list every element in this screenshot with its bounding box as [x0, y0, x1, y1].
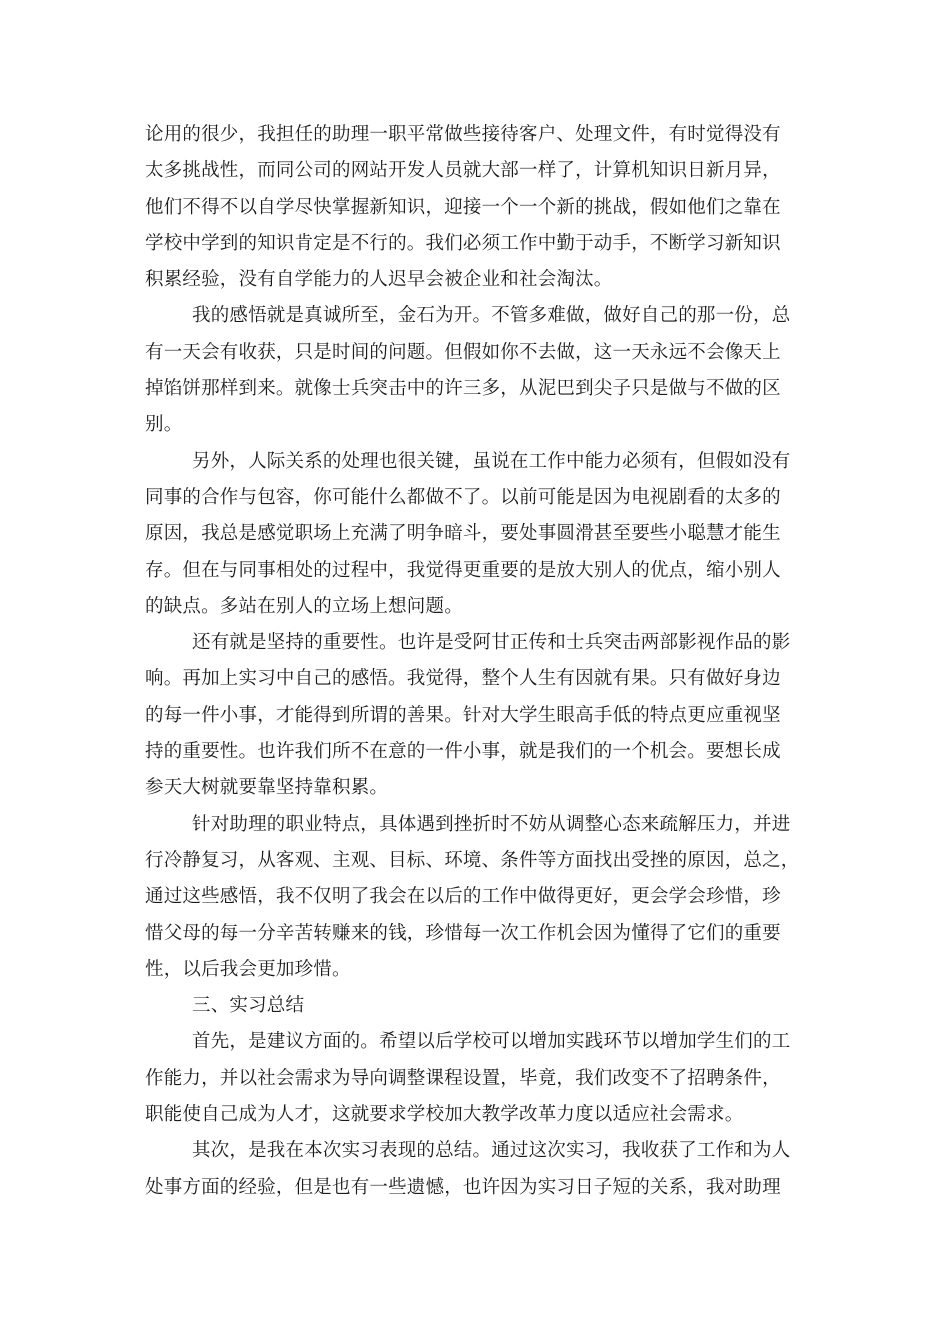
paragraph	[145, 444, 805, 625]
text-line: 存。但在与同事相处的过程中，我觉得更重要的是放大别人的优点，缩小别人	[145, 559, 781, 581]
text-line: 掉馅饼那样到来。就像士兵突击中的许三多，从泥巴到尖子只是做与不做的区	[145, 378, 781, 400]
text-line: 别。	[145, 414, 183, 436]
paragraph	[145, 117, 805, 298]
text-line: 我的感悟就是真诚所至，金石为开。不管多难做，做好自己的那一份，总	[192, 305, 791, 327]
text-line: 处事方面的经验，但是也有一些遗憾，也许因为实习日子短的关系，我对助理	[145, 1176, 781, 1198]
text-line: 积累经验，没有自学能力的人迟早会被企业和社会淘汰。	[145, 269, 613, 291]
paragraph	[145, 1024, 805, 1133]
text-line: 原因，我总是感觉职场上充满了明争暗斗，要处事圆滑甚至要些小聪慧才能生	[145, 523, 781, 545]
text-line: 作能力，并以社会需求为导向调整课程设置，毕竟，我们改变不了招聘条件，	[145, 1067, 781, 1089]
text-line: 三、实习总结	[192, 995, 305, 1017]
paragraph	[145, 298, 805, 443]
text-line: 同事的合作与包容，你可能什么都做不了。以前可能是因为电视剧看的太多的	[145, 486, 781, 508]
paragraph	[145, 988, 805, 1024]
text-line: 职能使自己成为人才，这就要求学校加大教学改革力度以适应社会需求。	[145, 1104, 744, 1126]
text-line: 的缺点。多站在别人的立场上想问题。	[145, 595, 463, 617]
text-line: 持的重要性。也许我们所不在意的一件小事，就是我们的一个机会。要想长成	[145, 741, 781, 763]
paragraph	[145, 625, 805, 806]
text-line: 针对助理的职业特点，具体遇到挫折时不妨从调整心态来疏解压力，并进	[192, 813, 791, 835]
text-line: 另外，人际关系的处理也很关键，虽说在工作中能力必须有，但假如没有	[192, 450, 791, 472]
text-line: 通过这些感悟，我不仅明了我会在以后的工作中做得更好，更会学会珍惜，珍	[145, 886, 781, 908]
text-line: 有一天会有收获，只是时间的问题。但假如你不去做，这一天永远不会像天上	[145, 341, 781, 363]
text-line: 太多挑战性，而同公司的网站开发人员就大部一样了，计算机知识日新月异，	[145, 160, 781, 182]
text-line: 论用的很少，我担任的助理一职平常做些接待客户、处理文件，有时觉得没有	[145, 124, 781, 145]
document-body	[145, 117, 805, 1206]
text-line: 行冷静复习，从客观、主观、目标、环境、条件等方面找出受挫的原因，总之，	[145, 849, 800, 871]
text-line: 他们不得不以自学尽快掌握新知识，迎接一个一个新的挑战，假如他们之靠在	[145, 196, 781, 218]
text-line: 惜父母的每一分辛苦转赚来的钱，珍惜每一次工作机会因为懂得了它们的重要	[145, 922, 781, 944]
text-line: 其次，是我在本次实习表现的总结。通过这次实习，我收获了工作和为人	[192, 1140, 791, 1162]
text-line: 学校中学到的知识肯定是不行的。我们必须工作中勤于动手，不断学习新知识	[145, 232, 781, 254]
text-line: 的每一件小事，才能得到所谓的善果。针对大学生眼高手低的特点更应重视坚	[145, 704, 781, 726]
paragraph	[145, 1133, 805, 1206]
text-line: 响。再加上实习中自己的感悟。我觉得，整个人生有因就有果。只有做好身边	[145, 668, 781, 690]
paragraph	[145, 807, 805, 988]
text-line: 首先，是建议方面的。希望以后学校可以增加实践环节以增加学生们的工	[192, 1031, 791, 1053]
text-line: 还有就是坚持的重要性。也许是受阿甘正传和士兵突击两部影视作品的影	[192, 632, 791, 654]
text-line: 性，以后我会更加珍惜。	[145, 958, 351, 980]
text-line: 参天大树就要靠坚持靠积累。	[145, 777, 389, 799]
